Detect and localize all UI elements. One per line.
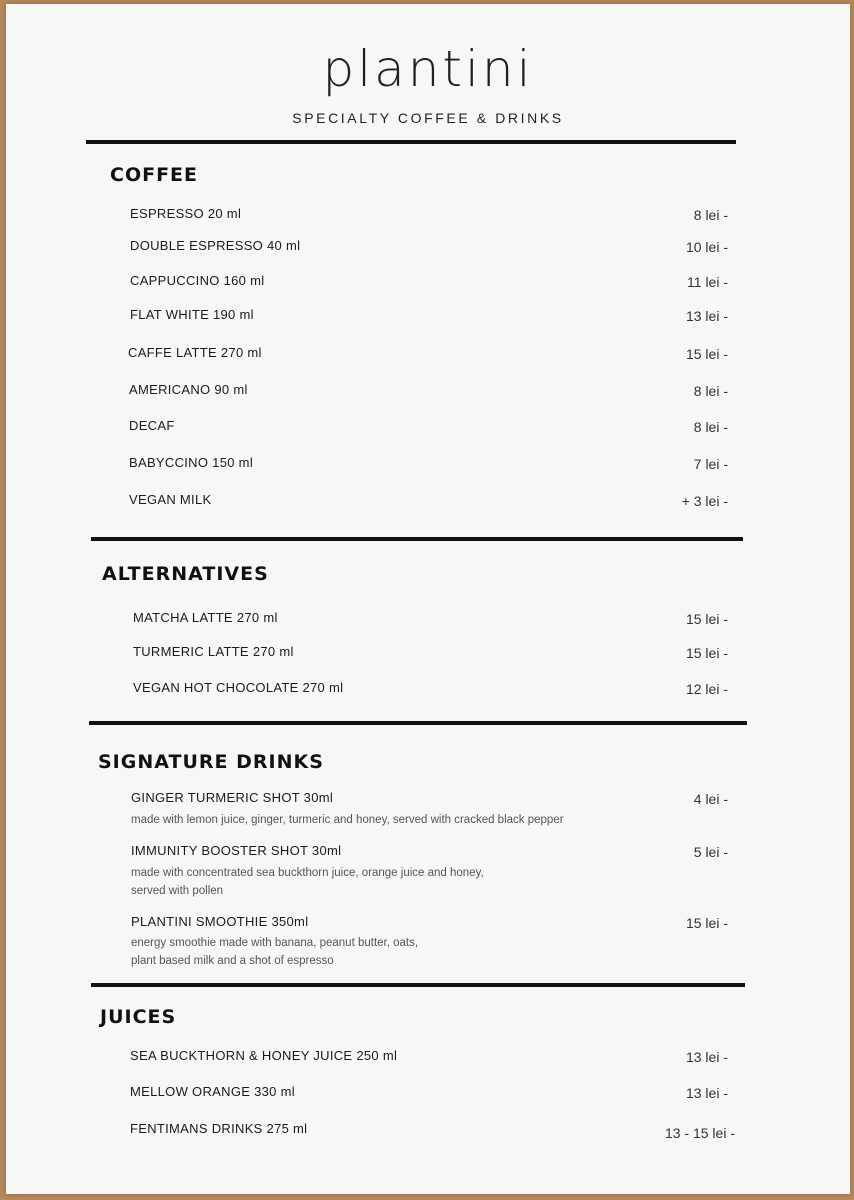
menu-item-price: 13 - 15 lei - [664,1125,735,1141]
menu-item-price: 4 lei - [693,791,728,807]
menu-item-description: plant based milk and a shot of espresso [131,955,334,967]
menu-item-price: + 3 lei - [681,493,728,509]
divider [89,721,747,725]
menu-item-name: GINGER TURMERIC SHOT 30ml [131,790,334,805]
menu-item-name: TURMERIC LATTE 270 ml [133,644,294,659]
section-title-coffee: COFFEE [110,164,199,186]
menu-item-price: 8 lei - [693,383,728,399]
menu-item-name: SEA BUCKTHORN & HONEY JUICE 250 ml [130,1048,398,1063]
divider [91,983,745,987]
menu-item-name: BABYCCINO 150 ml [129,455,254,470]
menu-item-price: 13 lei - [685,308,728,324]
menu-item-name: DOUBLE ESPRESSO 40 ml [130,238,301,253]
menu-item-name: DECAF [129,418,175,433]
menu-item-price: 11 lei - [687,274,728,290]
tagline: SPECIALTY COFFEE & DRINKS [292,110,564,126]
menu-item-name: FENTIMANS DRINKS 275 ml [130,1121,308,1136]
brand-logo: plantini [322,40,534,98]
menu-item-description: made with concentrated sea buckthorn juice, orange juice and honey, [131,867,484,879]
menu-item-price: 13 lei - [685,1085,728,1101]
menu-item-name: MATCHA LATTE 270 ml [133,610,278,625]
menu-item-price: 8 lei - [693,207,728,223]
menu-item-price: 5 lei - [693,844,728,860]
menu-item-price: 13 lei - [685,1049,728,1065]
menu-item-price: 15 lei - [685,915,728,931]
menu-item-name: VEGAN HOT CHOCOLATE 270 ml [133,680,344,695]
menu-item-description: served with pollen [131,885,224,897]
menu-item-name: ESPRESSO 20 ml [130,206,242,221]
divider [86,140,736,144]
menu-item-name: VEGAN MILK [129,492,212,507]
menu-item-description: energy smoothie made with banana, peanut butter, oats, [131,937,419,949]
menu-item-price: 8 lei - [693,419,728,435]
menu-item-name: CAPPUCCINO 160 ml [130,273,265,288]
menu-item-name: PLANTINI SMOOTHIE 350ml [131,914,309,929]
menu-item-price: 15 lei - [685,611,728,627]
menu-paper [6,4,850,1194]
menu-item-price: 12 lei - [685,681,728,697]
section-title-juices: JUICES [100,1006,177,1028]
section-title-alternatives: ALTERNATIVES [102,563,269,585]
menu-item-price: 15 lei - [685,346,728,362]
menu-item-name: CAFFE LATTE 270 ml [128,345,262,360]
menu-item-description: made with lemon juice, ginger, turmeric and honey, served with cracked black pepper [131,814,564,826]
menu-item-name: FLAT WHITE 190 ml [130,307,254,322]
menu-item-name: IMMUNITY BOOSTER SHOT 30ml [131,843,342,858]
menu-item-price: 7 lei - [693,456,728,472]
menu-item-name: MELLOW ORANGE 330 ml [130,1084,295,1099]
menu-item-price: 15 lei - [685,645,728,661]
divider [91,537,743,541]
menu-item-price: 10 lei - [685,239,728,255]
section-title-signature-drinks: SIGNATURE DRINKS [98,751,324,773]
menu-item-name: AMERICANO 90 ml [129,382,248,397]
